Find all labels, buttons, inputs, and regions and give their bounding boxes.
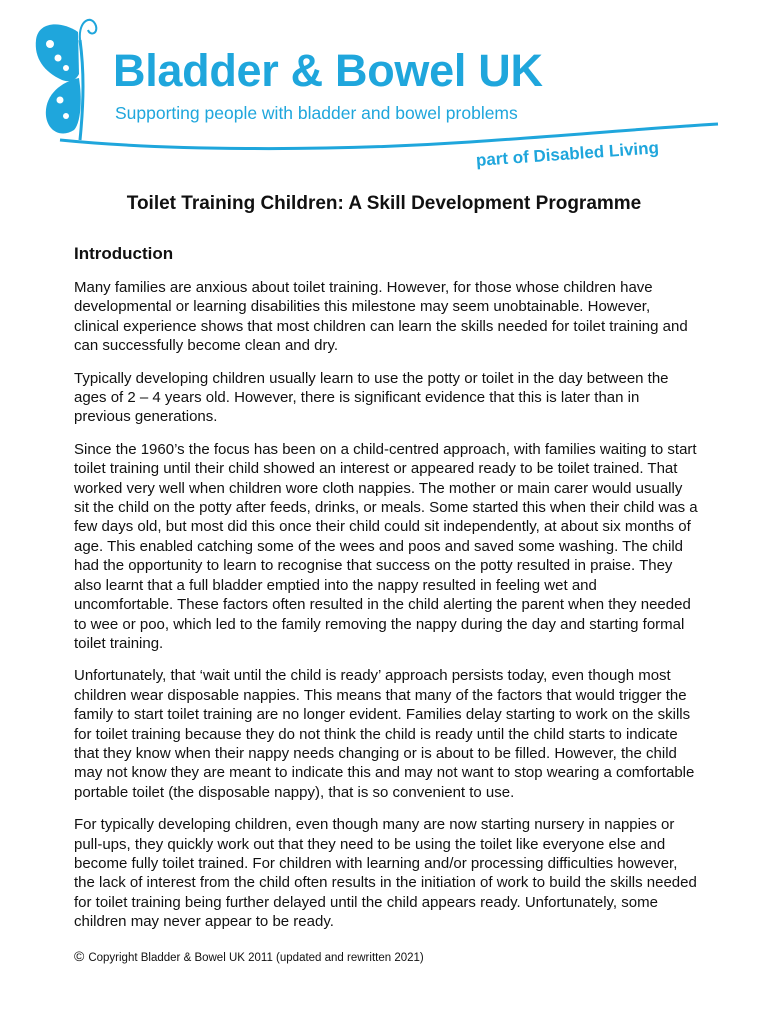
paragraph: Typically developing children usually learn to use the potty or toilet in the day between the ages of 2 – 4 years old. However, there is significant evidence that this is later than in previous generations. (74, 369, 669, 426)
paragraph: Many families are anxious about toilet training. However, for those whose children have developmental or learning disabilities this milestone may seem unobtainable. However, clinical experience shows that most children can learn the skills needed for toilet training and can successfully become clean and dry. (74, 279, 688, 355)
document-title: Toilet Training Children: A Skill Development Programme (126, 193, 642, 214)
copyright-icon: © (74, 948, 85, 964)
section-heading-introduction: Introduction (74, 244, 174, 263)
brand-name: Bladder & Bowel UK (113, 45, 543, 96)
butterfly-icon (36, 20, 97, 140)
copyright-footer (74, 948, 424, 966)
copyright-text: Copyright Bladder & Bowel UK 2011 (updated and rewritten 2021) (88, 952, 424, 964)
brand-tagline: Supporting people with bladder and bowel problems (115, 103, 518, 123)
sub-brand: part of Disabled Living (475, 138, 660, 170)
body-text (74, 278, 699, 945)
paragraph: For typically developing children, even though many are now starting nursery in nappies or pull-ups, they quickly work out that they need to be using the toilet like everyone else and become fully toilet trained. For children with learning and/or processing difficulties however, the lack of interest from the child often results in the initiation of work to build the skills needed for toilet training being further delayed until the child appears ready. Unfortunately, some children may never appear to be ready. (74, 816, 697, 931)
paragraph: Unfortunately, that ‘wait until the child is ready’ approach persists today, even though most children wear disposable nappies. This means that many of the factors that would trigger the family to start toilet training are no longer evident. Families delay starting to work on the skills for toilet training because they do not think the child is ready until the child starts to indicate that they know when their nappy needs changing or is about to be filled. However, the child may not know they are meant to indicate this and may not want to stop wearing a comfortable portable toilet (the disposable nappy), that is so convenient to use. (74, 667, 695, 801)
paragraph: Since the 1960’s the focus has been on a child-centred approach, with families waiting to start toilet training until their child showed an interest or appeared ready to be toilet trained. That worked very well when children wore cloth nappies. The mother or main carer would usually sit the child on the potty after feeds, drinks, or meals. Some started this when their child was a few days old, but most did this once their child could sit independently, at about six months of age. This enabled catching some of the wees and poos and saved some washing. The child had the opportunity to learn to recognise that success on the potty resulted in praise. They also learnt that a full bladder emptied into the nappy resulted in feeling wet and uncomfortable. These factors often resulted in the child alerting the parent when they needed to wee or poo, which led to the family removing the nappy during the day and starting formal toilet training. (74, 440, 698, 652)
page-header (0, 0, 768, 185)
